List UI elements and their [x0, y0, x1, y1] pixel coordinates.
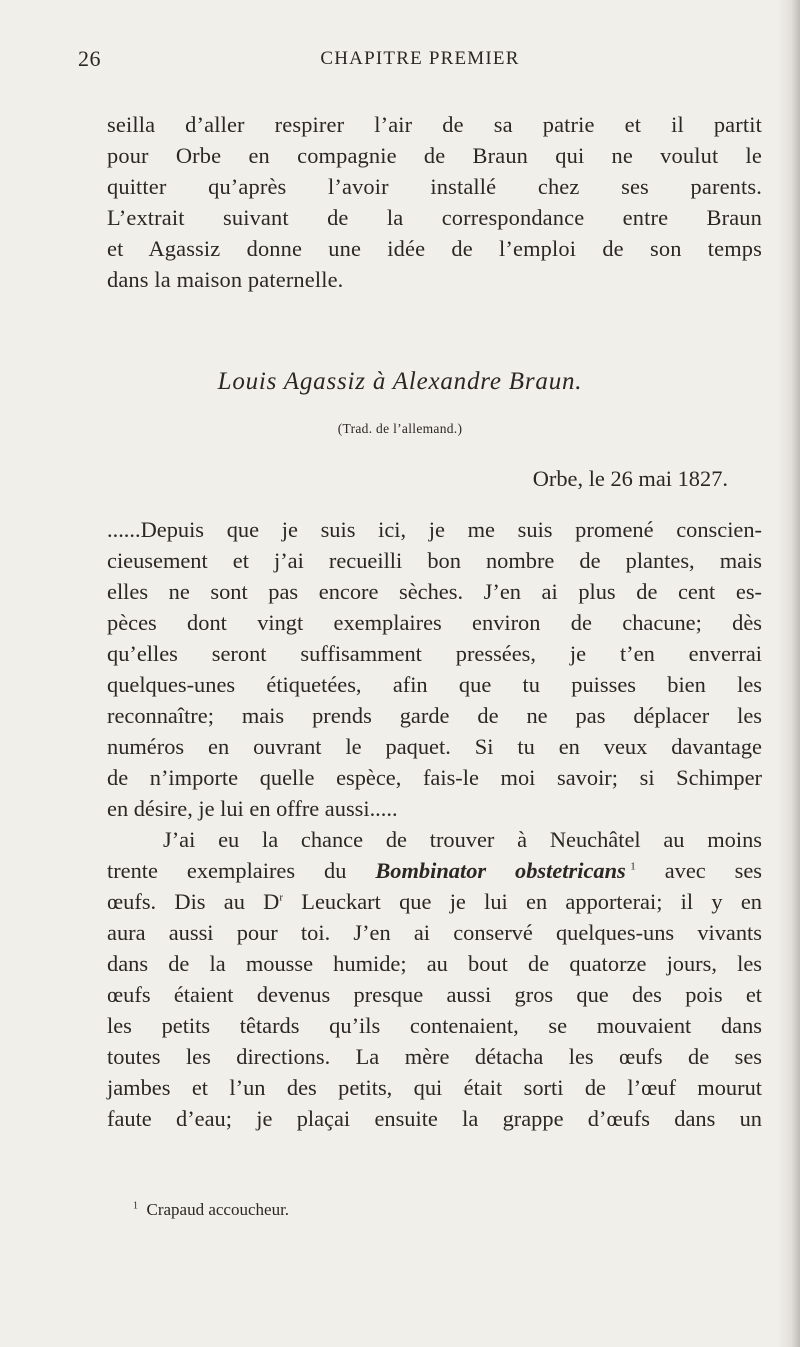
text-line: jambes et l’un des petits, qui était sorti de l’œuf mourut: [107, 1075, 762, 1100]
page-header: [78, 46, 762, 76]
page-number: 26: [78, 46, 101, 71]
abbrev-superscript: r: [279, 891, 284, 904]
text-line: numéros en ouvrant le paquet. Si tu en veux davantage: [107, 734, 762, 759]
text-line: [107, 824, 762, 855]
text-run: avec ses: [635, 858, 763, 883]
text-line: toutes les directions. La mère détacha les œufs de ses: [107, 1044, 762, 1069]
text-line: en désire, je lui en offre aussi.....: [107, 796, 398, 821]
text-line: [107, 886, 762, 917]
text-line: [107, 855, 762, 886]
text-line: aura aussi pour toi. J’en ai conservé quelques-uns vivants: [107, 920, 762, 945]
text-line: pour Orbe en compagnie de Braun qui ne voulut le: [107, 143, 762, 168]
text-line: reconnaître; mais prends garde de ne pas déplacer les: [107, 703, 762, 728]
letter-title: Louis Agassiz à Alexandre Braun.: [217, 368, 583, 395]
letter-dateline: Orbe, le 26 mai 1827.: [532, 466, 728, 491]
text-line: faute d’eau; je plaçai ensuite la grappe d’œufs dans un: [107, 1106, 762, 1131]
text-line: quelques-unes étiquetées, afin que tu puisses bien les: [107, 672, 762, 697]
text-line: ......Depuis que je suis ici, je me suis promené conscien-: [107, 517, 762, 542]
running-head: CHAPITRE PREMIER: [320, 48, 520, 69]
text-run: Leuckart que je lui en apporterai; il y en: [283, 889, 762, 914]
text-line: cieusement et j’ai recueilli bon nombre de plantes, mais: [107, 548, 762, 573]
text-line: quitter qu’après l’avoir installé chez ses parents.: [107, 174, 762, 199]
text-line: de n’importe quelle espèce, fais-le moi savoir; si Schimper: [107, 765, 762, 790]
footnote-ref: 1: [630, 860, 636, 873]
intro-paragraph: [107, 109, 762, 295]
text-line: et Agassiz donne une idée de l’emploi de son temps: [107, 236, 762, 261]
text-line: seilla d’aller respirer l’air de sa patrie et il partit: [107, 112, 762, 137]
footnote-text: Crapaud accoucheur.: [146, 1200, 290, 1219]
text-line: les petits têtards qu’ils contenaient, se mouvaient dans: [107, 1013, 762, 1038]
paragraph-start: J’ai eu la chance de trouver à Neuchâtel au moins: [163, 827, 762, 852]
page-edge-shadow: [778, 0, 800, 1347]
letter-body: [107, 514, 762, 1134]
text-line: qu’elles seront suffisamment pressées, je t’en enverrai: [107, 641, 762, 666]
footnote: [133, 1200, 289, 1220]
text-line: elles ne sont pas encore sèches. J’en ai plus de cent es-: [107, 579, 762, 604]
text-line: dans la maison paternelle.: [107, 267, 344, 292]
footnote-mark: 1: [133, 1200, 138, 1212]
text-run: trente exemplaires du: [107, 858, 376, 883]
translator-note: (Trad. de l’allemand.): [337, 421, 463, 436]
species-name: Bombinator obstetricans: [375, 858, 626, 883]
text-line: pèces dont vingt exemplaires environ de chacune; dès: [107, 610, 762, 635]
text-line: œufs étaient devenus presque aussi gros que des pois et: [107, 982, 762, 1007]
text-line: dans de la mousse humide; au bout de quatorze jours, les: [107, 951, 762, 976]
text-run: œufs. Dis au D: [107, 889, 280, 914]
text-line: L’extrait suivant de la correspondance entre Braun: [107, 205, 762, 230]
